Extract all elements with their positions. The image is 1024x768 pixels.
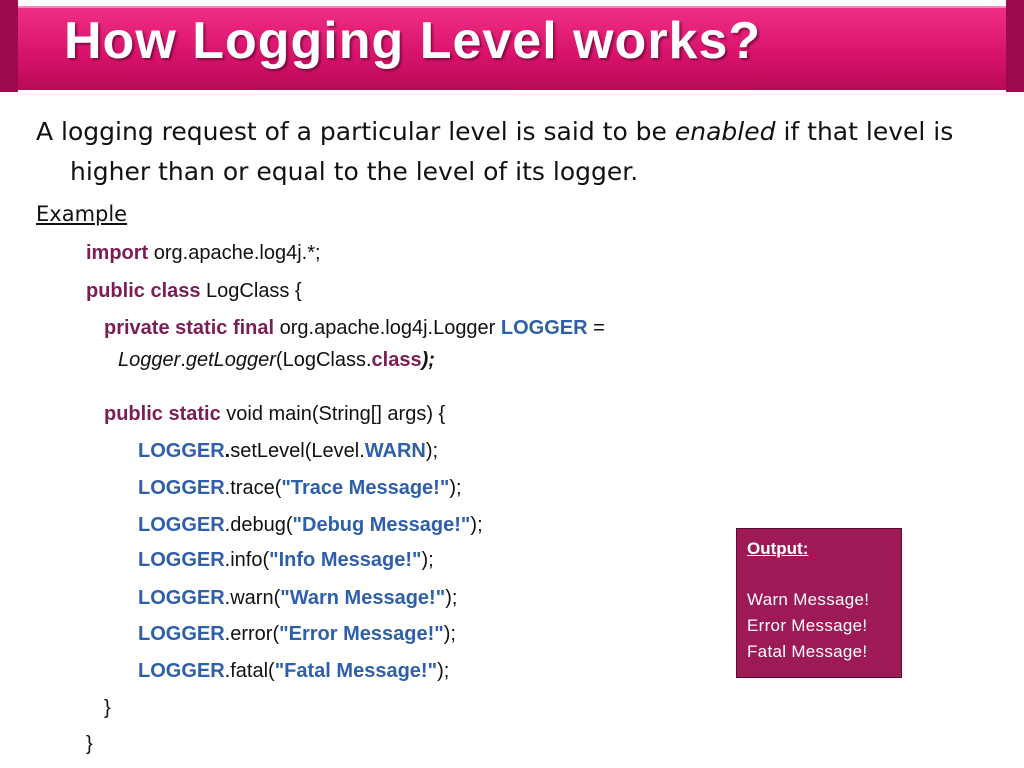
code-string: WARN bbox=[364, 440, 426, 462]
code-text: ); bbox=[437, 660, 450, 682]
code-text: ); bbox=[445, 587, 458, 609]
slide-title: How Logging Level works? bbox=[64, 12, 762, 70]
code-text: ); bbox=[425, 440, 439, 462]
output-line: Error Message! bbox=[747, 616, 868, 635]
code-text: LogClass { bbox=[200, 280, 302, 302]
code-keyword: private static final bbox=[104, 317, 275, 339]
code-string: "Trace Message!" bbox=[281, 477, 450, 499]
intro-text-after: if that level is higher than or equal to the level of its logger. bbox=[70, 117, 954, 186]
code-text: ); bbox=[421, 349, 435, 371]
code-text: . bbox=[224, 549, 231, 571]
code-text: fatal( bbox=[230, 660, 275, 682]
code-string: "Warn Message!" bbox=[280, 587, 446, 609]
code-keyword: import bbox=[86, 242, 149, 264]
code-line-call bbox=[138, 477, 462, 500]
banner-left-cap bbox=[0, 0, 18, 92]
code-line-call bbox=[138, 549, 434, 572]
code-line-import bbox=[86, 242, 321, 265]
code-close-brace: } bbox=[86, 733, 93, 755]
code-text: org.apache.log4j.*; bbox=[148, 242, 321, 264]
code-identifier: LOGGER bbox=[138, 514, 225, 536]
code-line-call bbox=[138, 514, 483, 537]
code-text: (LogClass. bbox=[275, 349, 372, 371]
code-text: ); bbox=[421, 549, 434, 571]
output-box bbox=[736, 528, 902, 678]
output-heading: Output: bbox=[747, 539, 809, 558]
code-text: org.apache.log4j.Logger bbox=[274, 317, 501, 339]
code-line-call bbox=[138, 623, 456, 646]
code-line-field bbox=[104, 317, 605, 340]
code-identifier: LOGGER bbox=[500, 317, 588, 339]
code-string: "Info Message!" bbox=[269, 549, 422, 571]
code-keyword: public static bbox=[104, 403, 221, 425]
code-line-getlogger bbox=[118, 349, 435, 372]
code-text: trace( bbox=[230, 477, 282, 499]
banner-right-cap bbox=[1006, 0, 1024, 92]
code-keyword: class bbox=[371, 349, 422, 371]
code-text: . bbox=[224, 514, 231, 536]
output-line: Fatal Message! bbox=[747, 642, 868, 661]
code-text: ); bbox=[449, 477, 462, 499]
code-identifier: LOGGER bbox=[138, 440, 225, 462]
code-text: ); bbox=[470, 514, 483, 536]
code-text: setLevel(Level. bbox=[230, 440, 365, 462]
code-text: . bbox=[224, 587, 231, 609]
code-identifier: LOGGER bbox=[138, 587, 225, 609]
code-line-call bbox=[138, 440, 438, 463]
code-text: = bbox=[587, 317, 605, 339]
code-line-call bbox=[138, 660, 449, 683]
intro-paragraph bbox=[36, 112, 1010, 192]
code-identifier: LOGGER bbox=[138, 660, 225, 682]
code-text: ); bbox=[443, 623, 456, 645]
code-string: "Debug Message!" bbox=[292, 514, 471, 536]
code-text: error( bbox=[230, 623, 280, 645]
code-text: warn( bbox=[230, 587, 281, 609]
code-text: void main(String[] args) { bbox=[220, 403, 446, 425]
code-string: "Error Message!" bbox=[279, 623, 444, 645]
code-identifier: LOGGER bbox=[138, 623, 225, 645]
code-text: . bbox=[224, 477, 231, 499]
code-keyword: public class bbox=[86, 280, 201, 302]
code-line-main bbox=[104, 403, 445, 426]
code-line-class bbox=[86, 280, 302, 303]
title-banner bbox=[0, 0, 1024, 92]
code-text: debug( bbox=[230, 514, 293, 536]
intro-text-before: A logging request of a particular level is said to be bbox=[36, 117, 675, 146]
code-line-call bbox=[138, 587, 457, 610]
code-identifier: LOGGER bbox=[138, 477, 225, 499]
code-identifier: LOGGER bbox=[138, 549, 225, 571]
code-method-name: getLogger bbox=[185, 349, 276, 371]
code-class-name: Logger bbox=[118, 349, 181, 371]
code-text: . bbox=[224, 660, 231, 682]
code-text: . bbox=[180, 349, 186, 371]
code-text: info( bbox=[230, 549, 270, 571]
code-close-brace: } bbox=[104, 697, 111, 719]
example-label: Example bbox=[36, 202, 128, 226]
intro-emphasis: enabled bbox=[674, 117, 776, 146]
code-text: . bbox=[224, 440, 231, 462]
output-line: Warn Message! bbox=[747, 590, 870, 609]
code-string: "Fatal Message!" bbox=[274, 660, 438, 682]
code-text: . bbox=[224, 623, 231, 645]
